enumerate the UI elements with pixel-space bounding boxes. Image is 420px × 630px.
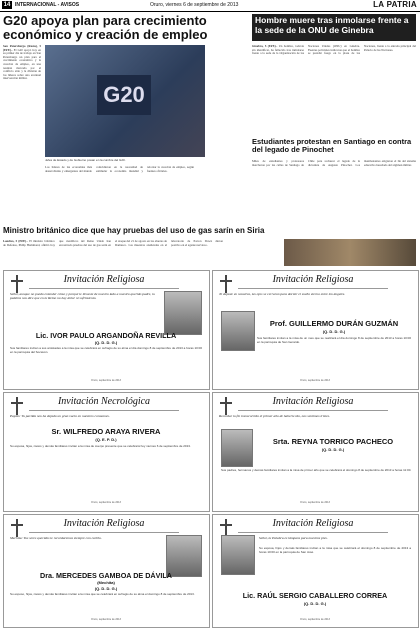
ad-ivor	[3, 270, 210, 390]
ad-ivor-title: Invitación Religiosa	[63, 274, 145, 285]
ad-mercedes-body: Su esposo, hijos, nietos y demás familiares invitan a la misa que se celebrará en sufragio de su alma el domingo 8 de septiembre de 2013.	[10, 593, 195, 596]
ad-wilfredo-title: Invitación Necrológica	[57, 396, 151, 407]
ad-mercedes	[3, 514, 210, 628]
ad-wilfredo-name: Sr. WILFREDO ARAYA RIVERA	[51, 427, 161, 436]
ad-mercedes-quote: Mechita: Tus seres queridos te recordaremos siempre con cariño.	[10, 536, 102, 540]
ad-wilfredo-quote: Papito: Tu partida nos ha dejado un gran vacío en nuestros corazones.	[10, 414, 110, 418]
ad-rule	[29, 532, 179, 533]
ad-reyna-portrait	[221, 429, 253, 467]
ad-ivor-body: Sus familiares invitan a sus amistades a la misa que se celebrará en sufragio de su alma el día domingo 8 de septiembre de 2013 a horas 10:00 en la parroquia del Socavón.	[10, 347, 202, 354]
ad-mercedes-date: Oruro, septiembre de 2013	[91, 618, 121, 621]
ad-reyna-sub: (Q. D. D. G.)	[321, 447, 345, 452]
ad-reyna	[212, 392, 419, 512]
ad-rule	[29, 288, 179, 289]
ad-rule	[238, 410, 388, 411]
chile-body-2: Los manifestantes exigieron el fin del sistema educativo heredado del régimen militar.	[355, 160, 416, 167]
ad-guillermo-body: Sus familiares invitan a la misa de un mes que se realizará el día domingo 8 de septiembre de 2013 a horas 10:00 en la parroquia de San Gerardo.	[257, 337, 411, 344]
cross-icon	[219, 397, 233, 415]
onu-headline: Hombre muere tras inmolarse frente a la sede de la ONU de Ginebra	[252, 14, 416, 41]
cross-icon	[10, 397, 24, 415]
ad-mercedes-title: Invitación Religiosa	[63, 518, 145, 529]
chile-body	[252, 160, 416, 222]
ad-ivor-portrait	[164, 291, 202, 335]
uk-body-1: El ministro británico de Defensa, Philip Hammond, afirmó hoy que científicos del Reino Unido han encontrado pruebas del uso de gas sarín en el ataque del 21 de agosto en las afueras de Damasco.	[3, 240, 167, 247]
onu-body-2: Fuentes policiales indicaron que el hombre se prendió fuego en la plaza de las Naciones, frente a la entrada principal del Palacio de las Naciones.	[308, 45, 416, 56]
uk-byline: Londres, 5 (EFE).-	[3, 240, 28, 243]
ad-rule	[29, 410, 179, 411]
ad-mercedes-name: Dra. MERCEDES GAMBOA DE DÁVILA	[40, 571, 172, 580]
ad-guillermo-sub: (Q. D. D. G.)	[322, 329, 346, 334]
g20-sign: G20	[97, 75, 151, 115]
ad-wilfredo-date: Oruro, septiembre de 2013	[91, 501, 121, 504]
g20-headline: G20 apoya plan para crecimiento económico y creación de empleo	[3, 13, 208, 42]
ad-guillermo	[212, 270, 419, 390]
cross-icon	[219, 275, 233, 293]
uk-body	[3, 240, 279, 266]
ad-guillermo-date: Oruro, septiembre de 2013	[300, 379, 330, 382]
g20-photo	[45, 45, 205, 157]
uk-body-2: Las muestras analizadas en el laboratorio de Porton Down dieron positivo en el agente nervioso.	[128, 240, 223, 247]
g20-byline: San Petersburgo (Rusia), 5 (EFE).-	[3, 45, 41, 52]
ad-raul-title: Invitación Religiosa	[272, 518, 354, 529]
uk-photo	[284, 239, 416, 266]
onu-body	[252, 45, 416, 132]
ad-rule	[238, 288, 388, 289]
ad-reyna-title: Invitación Religiosa	[272, 396, 354, 407]
ad-raul-portrait	[221, 535, 255, 575]
masthead: LA PATRIA	[373, 0, 417, 9]
chile-body-1: Miles de estudiantes y profesores marcharon por las calles de Santiago de Chile para rechazar el legado de la dictadura de Augusto Pinochet.	[252, 160, 360, 167]
ad-mercedes-nick: (Mechita)	[97, 580, 115, 585]
cross-icon	[10, 519, 24, 537]
ad-ivor-date: Oruro, septiembre de 2013	[91, 379, 121, 382]
onu-byline: Ginebra, 5 (EFE).-	[252, 45, 278, 48]
ad-raul-body: Su esposa, hijos y demás familiares invitan a la misa que se celebrará el domingo 8 de septiembre de 2013 a horas 10:00 en la parroquia de San José.	[259, 547, 411, 554]
onu-body-1: Un hombre, todavía sin identificar, ha fallecido tras inmolarse frente a la sede de la Organización de las Naciones Unidas (ONU) en Ginebra.	[252, 45, 360, 56]
ad-rule	[238, 532, 388, 533]
page-date: Oruro, viernes 6 de septiembre de 2013	[150, 2, 239, 8]
ad-reyna-quote: Recordar tu fin transcurrido el primer año de haberte ido, nos sentimos tristes.	[219, 414, 330, 418]
ad-raul-quote: Señor, tu Palabra es lámpara para nuestros pies.	[259, 536, 328, 540]
ad-guillermo-title: Invitación Religiosa	[272, 274, 354, 285]
ad-wilfredo-body: Su esposa, hijos, nietos y demás familiares invitan a la misa de cuerpo presente que se celebrará hoy viernes 6 de septiembre de 2013.	[10, 445, 191, 448]
page-number: 14	[3, 2, 11, 8]
cross-icon	[10, 275, 24, 293]
chile-headline: Estudiantes protestan en Santiago en contra del legado de Pinochet	[252, 137, 412, 154]
ad-ivor-name: Lic. IVOR PAULO ARGANDOÑA REVILLA	[35, 331, 177, 340]
ad-raul-name: Lic. RAÚL SERGIO CABALLERO CORREA	[242, 591, 388, 600]
ad-raul-date: Oruro, septiembre de 2013	[300, 618, 330, 621]
uk-headline: Ministro británico dice que hay pruebas del uso de gas sarín en Siria	[0, 224, 420, 237]
ad-guillermo-portrait	[221, 311, 255, 351]
ad-guillermo-name: Prof. GUILLERMO DURÁN GUZMÁN	[269, 319, 399, 328]
ad-raul	[212, 514, 419, 628]
ad-guillermo-quote: Te dejaste en nosotros, tus ojos se cerraron para dormir el sueño eterno entre los ángeles.	[219, 292, 346, 296]
section-label: INTERNACIONAL - AVISOS	[15, 2, 80, 8]
g20-body-2: Los líderes de las economías más desarrolladas y emergentes del mundo coincidieron en la necesidad de estimular la economía mundial y reforzar la creación de empleo, según fuentes oficiales.	[45, 166, 194, 173]
ad-ivor-quote: Señor, aunque no puedo entender cómo y porqué te llevaste de nuestro lado a nuestro querido padre, tu palabra nos dice que en tu Reino no hay dolor ni sufrimiento.	[10, 292, 155, 300]
g20-body-columns	[45, 166, 245, 220]
page-header	[0, 0, 420, 12]
ad-mercedes-sub: (Q. D. D. G.)	[94, 586, 118, 591]
g20-body-1: El G20 apoyó hoy en su primer día de trabajo en San Petersburgo un plan para el crecimiento económico y la creación de empleo, en una reunión marcada por el conflicto sirio y la división de los líderes sobre una eventual intervención militar.	[3, 47, 41, 81]
g20-col-1	[3, 45, 41, 220]
ad-wilfredo	[3, 392, 210, 512]
ad-wilfredo-sub: (Q. E. P. D.)	[95, 437, 117, 442]
g20-photo-caption: Jefes de Estado y de Gobierno posan en la cumbre del G20.	[45, 158, 126, 162]
ad-reyna-date: Oruro, septiembre de 2013	[300, 501, 330, 504]
ad-ivor-sub: (Q. D. D. G.)	[94, 340, 118, 345]
ad-raul-sub: (Q. D. D. G.)	[303, 601, 327, 606]
ad-reyna-body: Sus padres, hermanos y demás familiares invitan a la misa de primer año que se celebrará el domingo 8 de septiembre de 2013 a horas 11:00.	[221, 469, 412, 472]
ad-reyna-name: Srta. REYNA TORRICO PACHECO	[272, 437, 394, 446]
